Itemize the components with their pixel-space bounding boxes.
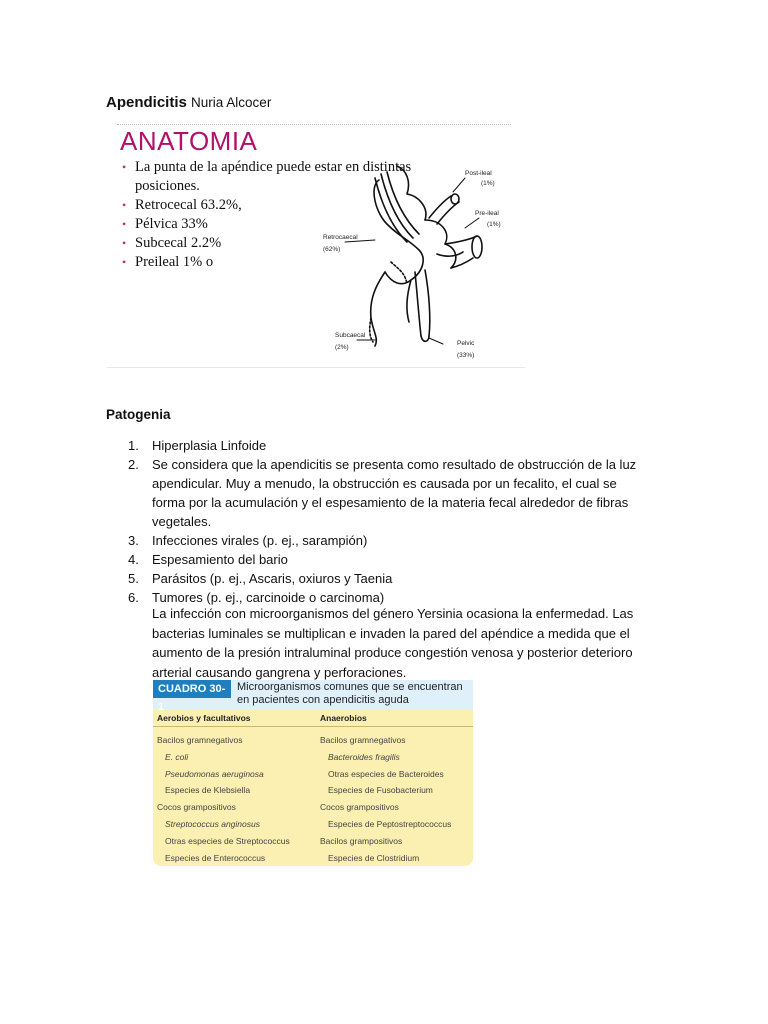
- table-header: [153, 680, 473, 713]
- anatomy-bullet-continuation: posiciones.: [135, 178, 200, 194]
- label-retrocaecal-pct: (62%): [323, 246, 341, 253]
- label-preileal: Pre-ileal: [475, 210, 499, 217]
- bullet-icon: •: [122, 198, 127, 212]
- table-cell: Especies de Peptostreptococcus: [328, 818, 452, 829]
- table-cell: Especies de Clostridium: [328, 852, 420, 863]
- table-cell: Especies de Fusobacterium: [328, 785, 433, 796]
- table-cell: Especies de Klebsiella: [165, 785, 251, 796]
- document-title: [106, 94, 271, 111]
- label-retrocaecal: Retrocaecal: [323, 234, 358, 241]
- table-caption: Microorganismos comunes que se encuentran en pacientes con apendicitis aguda: [237, 681, 463, 706]
- list-item: 5. Parásitos (p. ej., Ascaris, oxiuros y Taenia: [128, 571, 393, 586]
- bullet-icon: •: [122, 255, 127, 269]
- anatomy-figure: [107, 122, 525, 368]
- table-code: CUADRO 30-1: [153, 680, 231, 698]
- anatomy-bullet: • Retrocecal 63.2%,: [122, 197, 242, 213]
- microorganisms-table: [153, 680, 473, 866]
- title-text: Apendicitis: [106, 94, 187, 111]
- table-cell: Pseudomonas aeruginosa: [165, 768, 264, 779]
- bullet-icon: •: [122, 236, 127, 250]
- col-header-anaerobic: Anaerobios: [320, 713, 367, 723]
- table-cell: Otras especies de Bacteroides: [328, 768, 444, 779]
- table-cell: Streptococcus anginosus: [165, 818, 260, 829]
- list-item: 2. Se considera que la apendicitis se presenta como resultado de obstrucción de la luz apendicular. Muy a menudo, la obstrucción es causada por un fecalito, el cual se forma por la acumulación y el espesamiento de la materia fecal alrededor de fibras vegetales.: [128, 457, 637, 529]
- table-rule: [153, 726, 473, 727]
- table-cell: Especies de Enterococcus: [165, 852, 266, 863]
- list-item: 4. Espesamiento del bario: [128, 552, 288, 567]
- col-aerobic: [157, 732, 290, 866]
- col-anaerobic: [320, 732, 451, 866]
- yersinia-paragraph: La infección con microorganismos del género Yersinia ocasiona la enfermedad. Las bacterias luminales se multiplican e invaden la pared del apéndice a medida que el aumento de la presión intraluminal produce congestión venosa y posterior deterioro arterial causando gangrena y perforaciones.: [152, 606, 634, 680]
- label-pelvic-pct: (33%): [457, 352, 475, 359]
- figure-bottom-rule: [107, 367, 525, 368]
- anatomy-heading: ANATOMIA: [120, 126, 258, 156]
- table-cell: Cocos grampositivos: [320, 802, 399, 813]
- table-cell: Bacilos grampositivos: [320, 835, 403, 846]
- bullet-icon: •: [122, 160, 127, 174]
- anatomy-bullet: • Subcecal 2.2%: [122, 235, 222, 251]
- bullet-icon: •: [122, 217, 127, 231]
- list-item: 3. Infecciones virales (p. ej., sarampión): [128, 533, 368, 548]
- anatomy-bullet: • Preileal 1% o: [122, 254, 214, 270]
- table-cell: Otras especies de Streptococcus: [165, 835, 290, 846]
- table-cell: Cocos grampositivos: [157, 802, 236, 813]
- label-postileal: Post-ileal: [465, 170, 492, 177]
- list-item: 6. Tumores (p. ej., carcinoide o carcinoma): [128, 590, 385, 605]
- table-cell: Bacilos gramnegativos: [157, 735, 243, 745]
- label-postileal-pct: (1%): [481, 180, 495, 187]
- author-text: Nuria Alcocer: [191, 95, 272, 110]
- anatomy-bullet: • Pélvica 33%: [122, 216, 208, 232]
- label-subcaecal-pct: (2%): [335, 344, 349, 351]
- section-heading-patogenia: Patogenia: [106, 407, 171, 422]
- appendix-diagram: [107, 122, 525, 368]
- label-pelvic: Pelvic: [457, 340, 475, 347]
- table-cell: Bacteroides fragilis: [328, 751, 400, 762]
- label-preileal-pct: (1%): [487, 221, 501, 228]
- col-header-aerobic: Aerobios y facultativos: [157, 713, 251, 723]
- label-subcaecal: Subcaecal: [335, 332, 366, 339]
- anatomy-bullet: • La punta de la apéndice puede estar en distintas: [122, 159, 412, 175]
- list-item: 1. Hiperplasia Linfoide: [128, 438, 267, 453]
- table-cell: Bacilos gramnegativos: [320, 735, 406, 745]
- table-cell: E. coli: [165, 751, 189, 762]
- patogenia-list: [128, 436, 648, 607]
